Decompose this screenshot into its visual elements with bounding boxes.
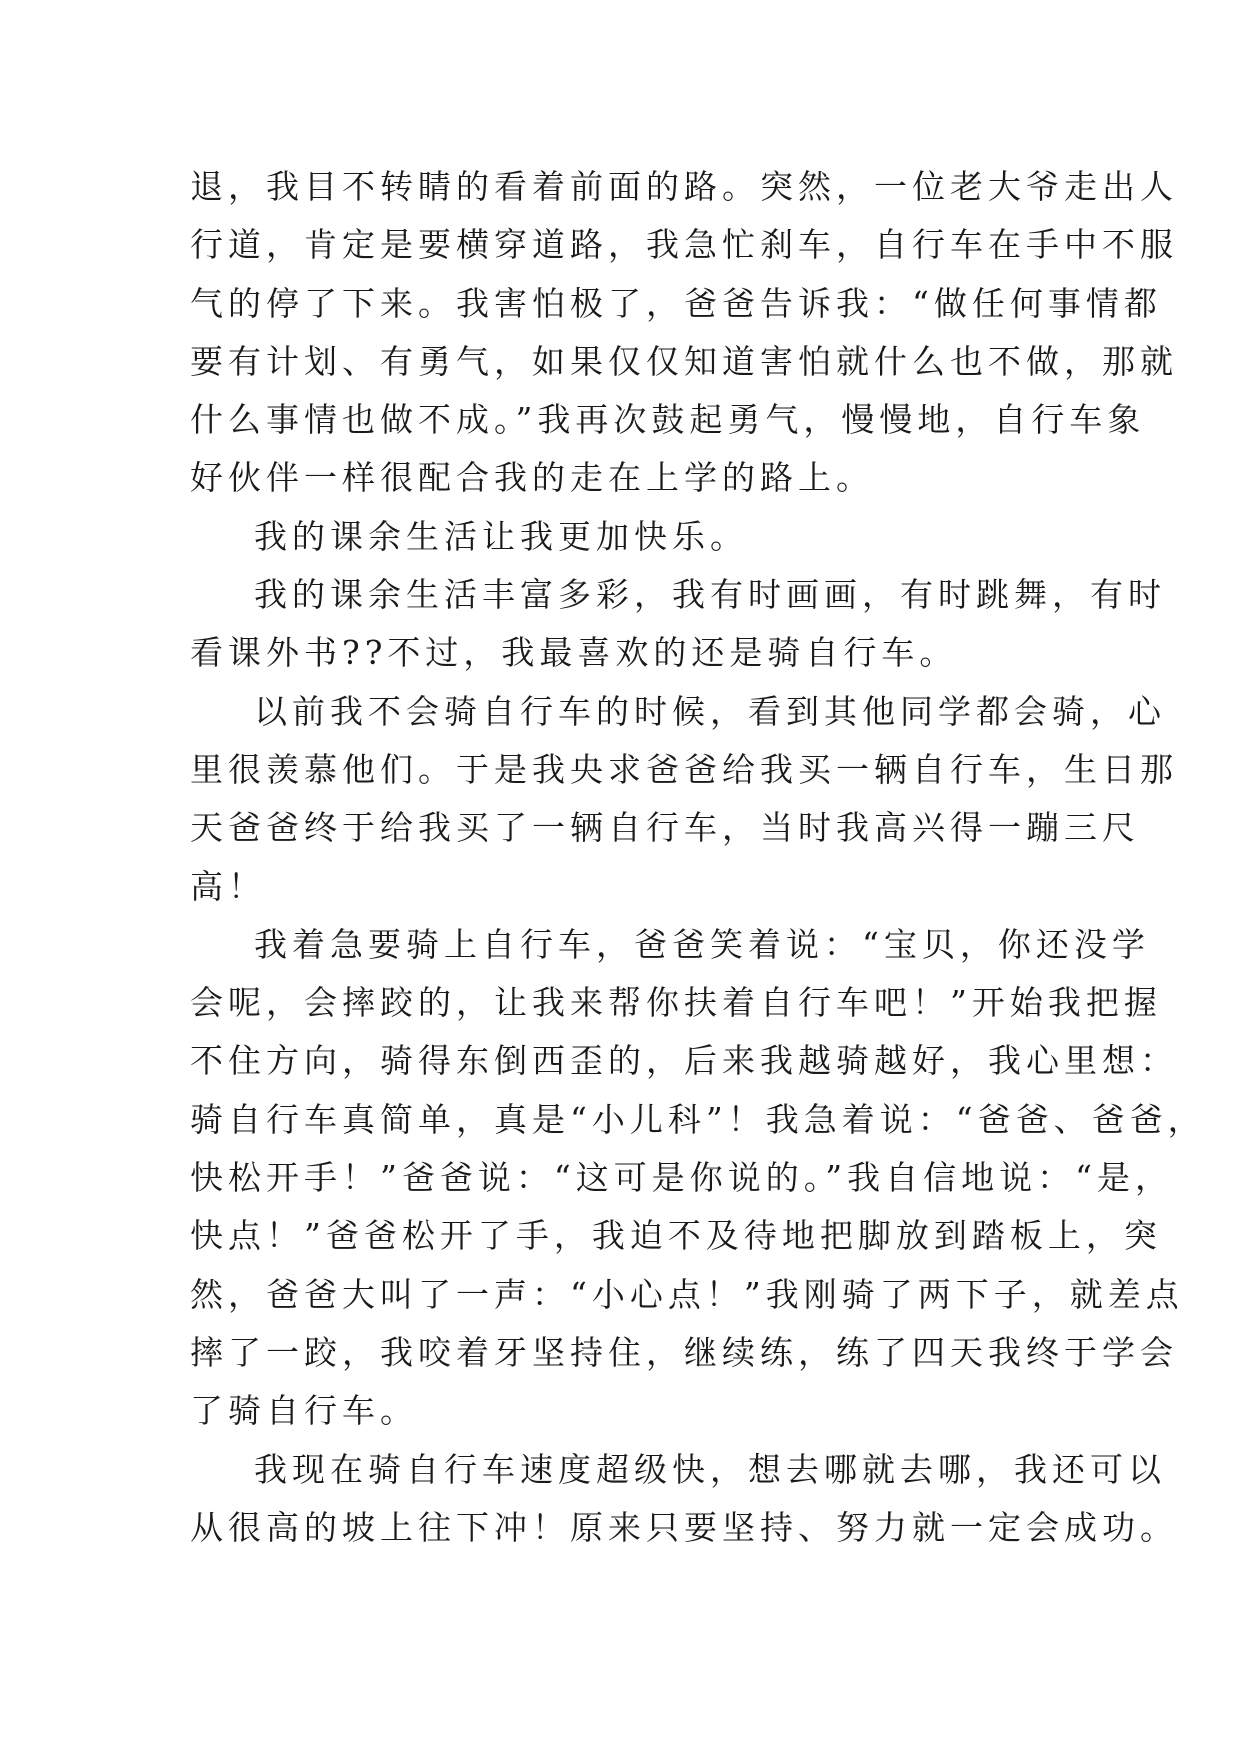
paragraph-start-line: 我的课余生活丰富多彩，我有时画画，有时跳舞，有时 xyxy=(254,575,1166,615)
text-line: 骑自行车真简单，真是“小儿科”！我急着说：“爸爸、爸爸， xyxy=(190,1099,1206,1139)
text-line: 好伙伴一样很配合我的走在上学的路上。 xyxy=(190,458,874,498)
text-line: 退，我目不转睛的看着前面的路。突然，一位老大爷走出人 xyxy=(190,167,1178,206)
text-line: 快点！”爸爸松开了手，我迫不及待地把脚放到踏板上，突 xyxy=(190,1216,1162,1256)
text-line: 了骑自行车。 xyxy=(190,1391,418,1431)
text-line: 看课外书??不过，我最喜欢的还是骑自行车。 xyxy=(190,633,958,673)
paragraph-start-line: 我着急要骑上自行车，爸爸笑着说：“宝贝，你还没学 xyxy=(254,924,1150,964)
paragraph-start-line: 我的课余生活让我更加快乐。 xyxy=(254,516,748,556)
text-line: 从很高的坡上往下冲！原来只要坚持、努力就一定会成功。 xyxy=(190,1507,1178,1547)
text-line: 然，爸爸大叫了一声：“小心点！”我刚骑了两下子，就差点 xyxy=(190,1274,1184,1314)
text-line: 快松开手！”爸爸说：“这可是你说的。”我自信地说：“是， xyxy=(190,1158,1173,1198)
document-body xyxy=(190,158,1206,1557)
text-line: 气的停了下来。我害怕极了，爸爸告诉我：“做任何事情都 xyxy=(190,283,1162,323)
text-line: 里很羡慕他们。于是我央求爸爸给我买一辆自行车，生日那 xyxy=(190,749,1178,789)
text-line: 什么事情也做不成。”我再次鼓起勇气，慢慢地，自行车象 xyxy=(190,400,1146,440)
paragraph-start-line: 以前我不会骑自行车的时候，看到其他同学都会骑，心 xyxy=(254,691,1166,731)
text-line: 不住方向，骑得东倒西歪的，后来我越骑越好，我心里想： xyxy=(190,1041,1178,1081)
text-line: 要有计划、有勇气，如果仅仅知道害怕就什么也不做，那就 xyxy=(190,341,1178,381)
text-line: 高！ xyxy=(190,866,266,906)
text-line: 摔了一跤，我咬着牙坚持住，继续练，练了四天我终于学会 xyxy=(190,1332,1178,1372)
text-line: 会呢，会摔跤的，让我来帮你扶着自行车吧！”开始我把握 xyxy=(190,983,1162,1023)
text-line: 行道，肯定是要横穿道路，我急忙刹车，自行车在手中不服 xyxy=(190,225,1178,265)
text-line: 天爸爸终于给我买了一辆自行车，当时我高兴得一蹦三尺 xyxy=(190,808,1140,848)
paragraph-start-line: 我现在骑自行车速度超级快，想去哪就去哪，我还可以 xyxy=(254,1449,1166,1489)
